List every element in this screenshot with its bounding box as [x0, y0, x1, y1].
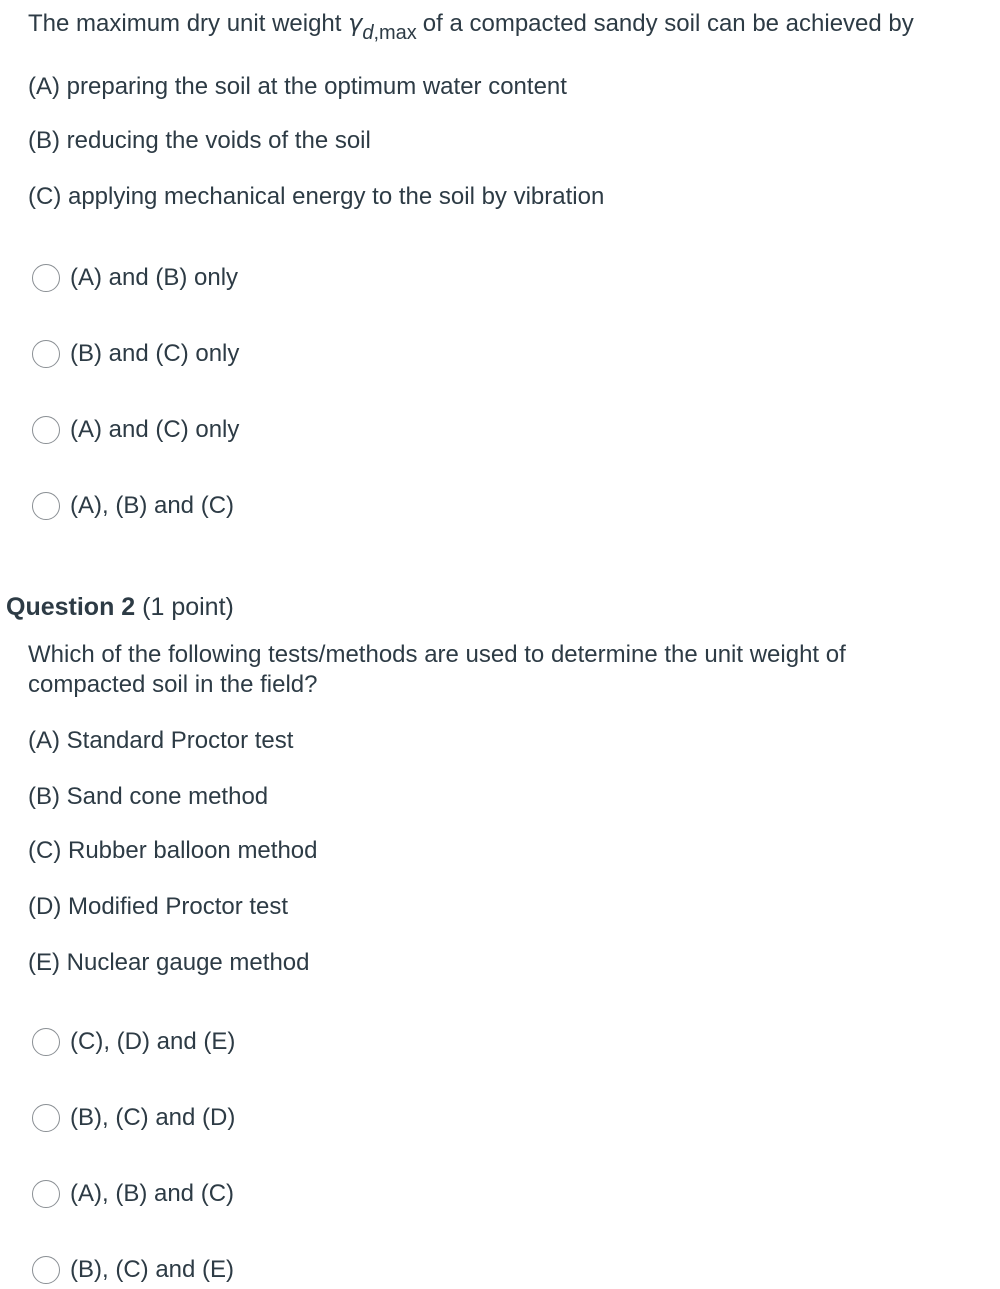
- gamma-subscript-d: d: [362, 22, 374, 44]
- q2-option-1-label[interactable]: (C), (D) and (E): [70, 1028, 236, 1055]
- radio-button[interactable]: [32, 492, 60, 520]
- q2-statement-d: (D) Modified Proctor test: [28, 893, 289, 920]
- q2-prompt: Which of the following tests/methods are used to determine the unit weight of compacted soil in the field?: [28, 641, 846, 698]
- radio-button[interactable]: [32, 340, 60, 368]
- radio-button[interactable]: [32, 1256, 60, 1284]
- q1-prompt: [28, 8, 914, 44]
- q1-option-1[interactable]: [32, 261, 238, 295]
- q1-option-3[interactable]: [32, 413, 239, 447]
- q2-option-2[interactable]: [32, 1101, 235, 1135]
- q2-option-3[interactable]: [32, 1177, 234, 1211]
- gamma-subscript-rest: ,max: [373, 22, 417, 44]
- gamma-symbol: γ: [348, 9, 363, 37]
- q2-statement-b: (B) Sand cone method: [28, 783, 269, 810]
- q1-option-1-label[interactable]: (A) and (B) only: [70, 264, 239, 291]
- q2-statement-a: (A) Standard Proctor test: [28, 727, 294, 754]
- radio-button[interactable]: [32, 1180, 60, 1208]
- q1-option-4-label[interactable]: (A), (B) and (C): [70, 492, 235, 519]
- q1-prompt-before: The maximum dry unit weight: [28, 10, 342, 37]
- radio-button[interactable]: [32, 1104, 60, 1132]
- q2-statement-e: (E) Nuclear gauge method: [28, 949, 310, 976]
- gamma-subscript: [362, 22, 416, 44]
- q2-header: [6, 592, 234, 622]
- radio-button[interactable]: [32, 264, 60, 292]
- q2-option-2-label[interactable]: (B), (C) and (D): [70, 1104, 236, 1131]
- q2-statement-c: (C) Rubber balloon method: [28, 837, 318, 864]
- q2-option-4[interactable]: [32, 1253, 234, 1287]
- q1-statement-c: (C) applying mechanical energy to the soil by vibration: [28, 183, 605, 210]
- q1-option-2-label[interactable]: (B) and (C) only: [70, 340, 240, 367]
- q1-statement-a: (A) preparing the soil at the optimum water content: [28, 73, 567, 100]
- q2-option-4-label[interactable]: (B), (C) and (E): [70, 1256, 235, 1283]
- q2-option-1[interactable]: [32, 1025, 235, 1059]
- q1-statement-b: (B) reducing the voids of the soil: [28, 127, 371, 154]
- radio-button[interactable]: [32, 1028, 60, 1056]
- q2-option-3-label[interactable]: (A), (B) and (C): [70, 1180, 235, 1207]
- q1-option-2[interactable]: [32, 337, 239, 371]
- q1-option-3-label[interactable]: (A) and (C) only: [70, 416, 240, 443]
- q1-prompt-after: of a compacted sandy soil can be achieved by: [422, 10, 914, 37]
- q2-title: Question 2: [6, 593, 136, 621]
- q1-option-4[interactable]: [32, 489, 234, 523]
- radio-button[interactable]: [32, 416, 60, 444]
- q2-points: (1 point): [142, 593, 234, 621]
